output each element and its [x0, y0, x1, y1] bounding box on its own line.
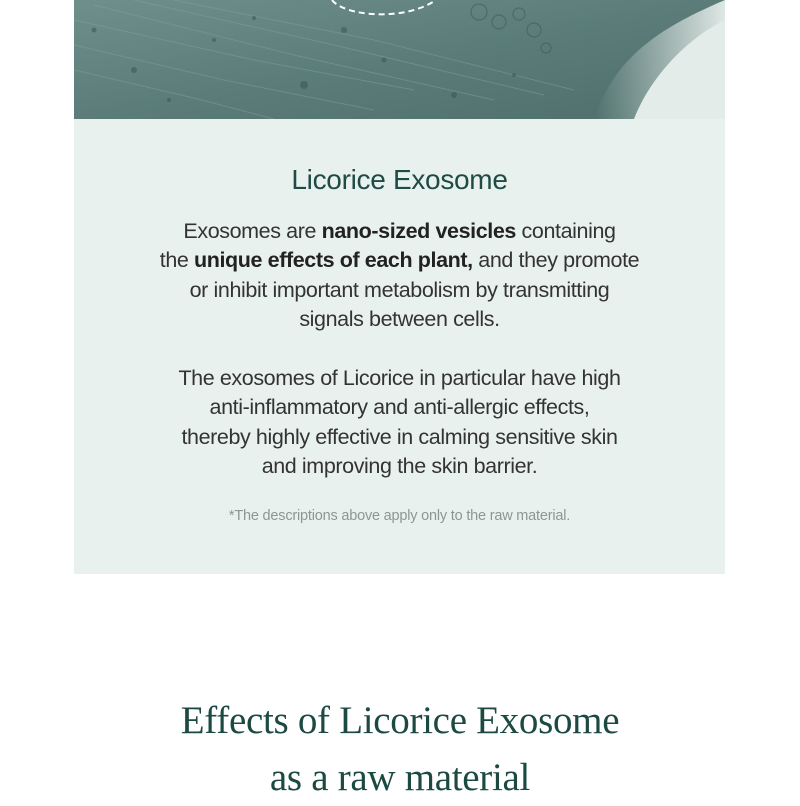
text-segment: the	[159, 248, 195, 273]
paragraph-line	[74, 246, 725, 275]
emphasis-text: unique effects of each plant,	[194, 248, 473, 273]
text-segment: containing	[515, 219, 616, 243]
text-segment: Exosomes are	[183, 219, 322, 243]
paragraph-line: The exosomes of Licorice in particular have high	[178, 366, 621, 390]
paragraph-line: and improving the skin barrier.	[261, 453, 538, 478]
heading-line-1: Effects of Licorice Exosome	[180, 699, 620, 742]
paragraph-line: thereby highly effective in calming sensitive skin	[181, 424, 618, 449]
info-panel	[74, 119, 725, 574]
panel-title: Licorice Exosome	[291, 164, 508, 195]
footnote: *The descriptions above apply only to the raw material.	[228, 508, 571, 524]
hero-image	[74, 0, 725, 119]
text-segment: and they promote	[472, 248, 640, 273]
heading-line-2: as a raw material	[269, 756, 531, 799]
emphasis-text: nano-sized vesicles	[321, 219, 516, 243]
paragraph-line	[74, 217, 725, 246]
section-heading	[0, 692, 800, 806]
paragraph-line: anti-inflammatory and anti-allergic effects,	[209, 395, 590, 420]
paragraph-line: or inhibit important metabolism by transmitting	[189, 277, 610, 302]
microscope-texture-image	[74, 0, 725, 119]
paragraph-line: signals between cells.	[299, 306, 500, 331]
description-paragraph-1	[74, 217, 725, 334]
description-paragraph-2	[74, 364, 725, 481]
